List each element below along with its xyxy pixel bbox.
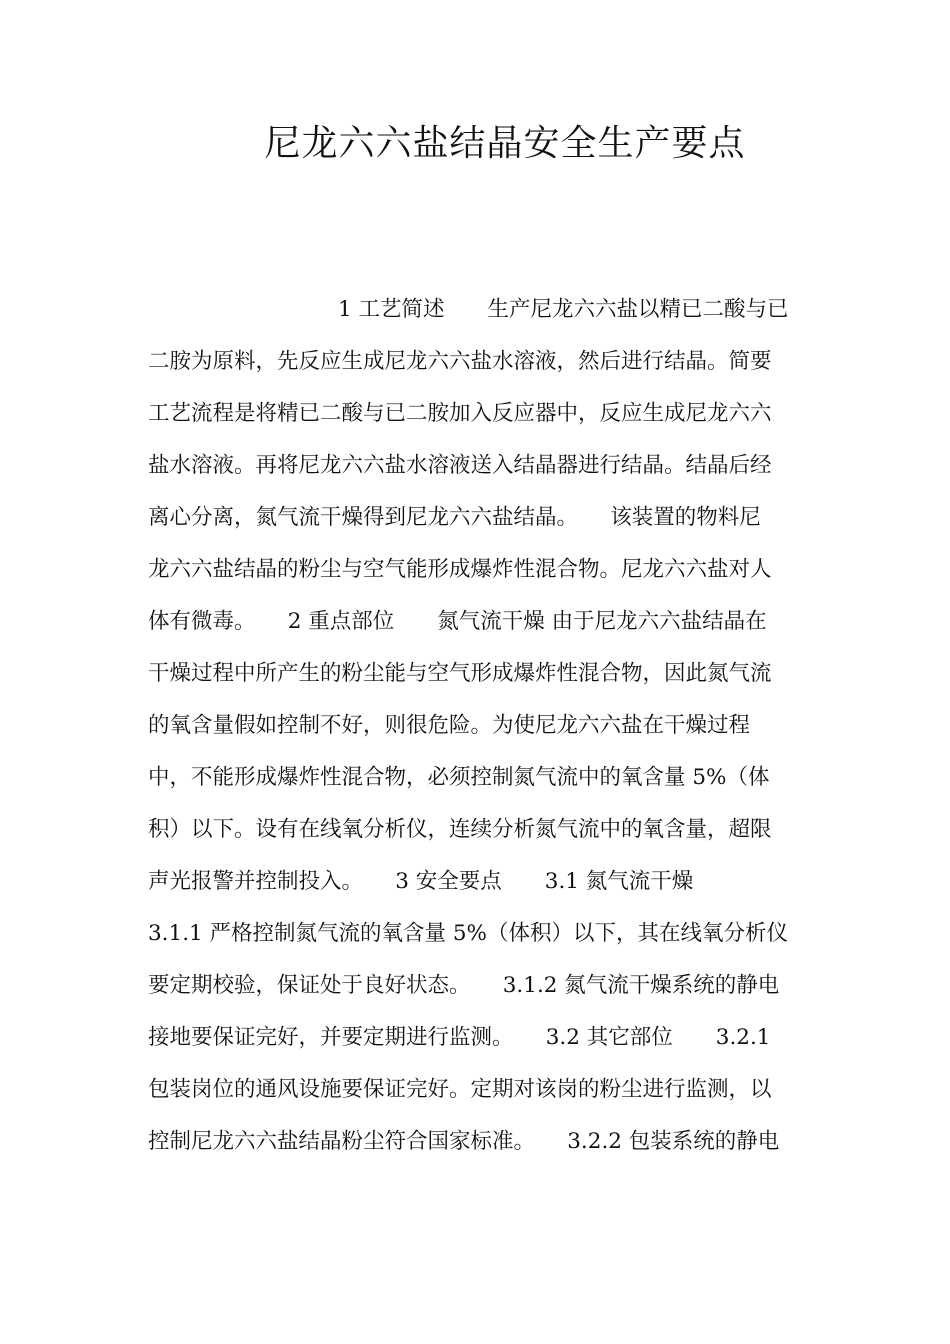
body-line-10: 中，不能形成爆炸性混合物，必须控制氮气流中的氧含量 5%（体	[148, 765, 770, 790]
body-line-1: 1 工艺简述 生产尼龙六六盐以精已二酸与已	[338, 297, 789, 322]
document-title: 尼龙六六盐结晶安全生产要点	[264, 123, 746, 164]
body-line-5: 离心分离，氮气流干燥得到尼龙六六盐结晶。 该装置的物料尼	[148, 505, 761, 530]
body-line-3: 工艺流程是将精已二酸与已二胺加入反应器中，反应生成尼龙六六	[148, 401, 772, 426]
body-line-15: 接地要保证完好，并要定期进行监测。 3.2 其它部位 3.2.1	[148, 1025, 771, 1050]
body-line-12: 声光报警并控制投入。 3 安全要点 3.1 氮气流干燥	[148, 869, 694, 894]
body-line-9: 的氧含量假如控制不好，则很危险。为使尼龙六六盐在干燥过程	[148, 713, 751, 738]
body-line-2: 二胺为原料，先反应生成尼龙六六盐水溶液，然后进行结晶。简要	[148, 349, 772, 374]
body-line-8: 干燥过程中所产生的粉尘能与空气形成爆炸性混合物，因此氮气流	[148, 661, 772, 686]
body-line-7: 体有微毒。 2 重点部位 氮气流干燥 由于尼龙六六盐结晶在	[148, 609, 767, 634]
body-line-17: 控制尼龙六六盐结晶粉尘符合国家标准。 3.2.2 包装系统的静电	[148, 1129, 780, 1154]
body-line-4: 盐水溶液。再将尼龙六六盐水溶液送入结晶器进行结晶。结晶后经	[148, 453, 772, 478]
body-line-11: 积）以下。设有在线氧分析仪，连续分析氮气流中的氧含量，超限	[148, 817, 772, 842]
body-line-14: 要定期校验，保证处于良好状态。 3.1.2 氮气流干燥系统的静电	[148, 973, 780, 998]
body-line-16: 包装岗位的通风设施要保证完好。定期对该岗的粉尘进行监测，以	[148, 1077, 772, 1102]
body-line-6: 龙六六盐结晶的粉尘与空气能形成爆炸性混合物。尼龙六六盐对人	[148, 557, 772, 582]
body-line-13: 3.1.1 严格控制氮气流的氧含量 5%（体积）以下，其在线氧分析仪	[148, 921, 788, 946]
